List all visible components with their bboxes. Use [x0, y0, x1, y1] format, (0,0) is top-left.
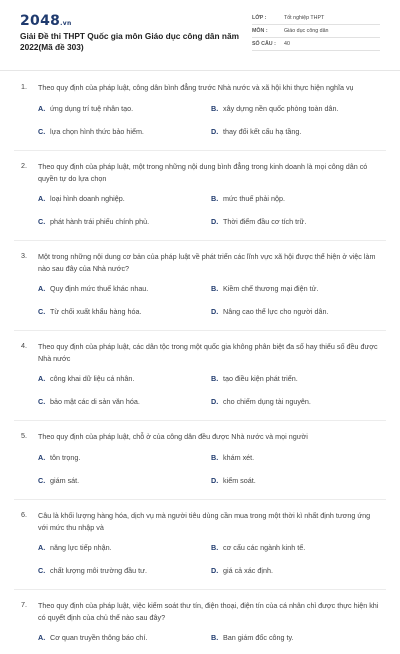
- question-list: [0, 72, 400, 654]
- question-number: 2.: [21, 161, 27, 170]
- question-number: 7.: [21, 600, 27, 609]
- option-letter: B.: [211, 453, 219, 462]
- option-text: cơ cấu các ngành kinh tế.: [223, 543, 306, 552]
- option-text: tôn trọng.: [50, 453, 81, 462]
- option-letter: B.: [211, 633, 219, 642]
- option-letter: D.: [211, 307, 219, 316]
- meta-value: 40: [284, 41, 290, 47]
- option-text: cho chiếm dụng tài nguyên.: [223, 397, 311, 406]
- option-letter: B.: [211, 284, 219, 293]
- option-letter: C.: [38, 217, 46, 226]
- option-letter: A.: [38, 453, 46, 462]
- question-text: Theo quy định của pháp luật, các dân tộc trong một quốc gia không phân biệt đa số hay thiểu số đều được Nhà nước: [38, 342, 378, 363]
- question-number: 1.: [21, 82, 27, 91]
- option-letter: B.: [211, 194, 219, 203]
- answer-option[interactable]: [211, 372, 376, 395]
- answer-option[interactable]: [38, 631, 211, 654]
- answer-option[interactable]: [211, 564, 376, 587]
- option-letter: D.: [211, 566, 219, 575]
- option-letter: C.: [38, 476, 46, 485]
- answer-option[interactable]: [211, 451, 376, 474]
- answer-option[interactable]: [38, 102, 211, 125]
- answer-option[interactable]: [38, 125, 211, 148]
- meta-key: MÔN :: [252, 28, 268, 34]
- option-text: khám xét.: [223, 453, 255, 462]
- option-letter: A.: [38, 194, 46, 203]
- option-letter: B.: [211, 104, 219, 113]
- answer-option[interactable]: [211, 474, 376, 497]
- option-text: Quy định mức thuế khác nhau.: [50, 284, 149, 293]
- option-letter: D.: [211, 397, 219, 406]
- option-text: Cơ quan truyền thông báo chí.: [50, 633, 148, 642]
- header-divider: [0, 70, 400, 71]
- option-text: kiểm soát.: [223, 476, 256, 485]
- question-number: 3.: [21, 251, 27, 260]
- question-text: Theo quy định của pháp luật, việc kiểm soát thư tín, điện thoại, điện tín của cá nhân chỉ được thực hiện khi có quyết định của chủ thể nào sau đây?: [38, 601, 379, 622]
- question-item: [0, 151, 400, 238]
- question-text: Theo quy định của pháp luật, một trong những nội dung bình đẳng trong kinh doanh là mọi công dân có quyền tự do lựa chọn: [38, 162, 368, 183]
- answer-option[interactable]: [211, 282, 376, 305]
- option-letter: A.: [38, 633, 46, 642]
- exam-title: Giải Đề thi THPT Quốc gia môn Giáo dục công dân năm 2022(Mã đề 303): [20, 31, 239, 52]
- answer-options: [38, 372, 380, 418]
- answer-option[interactable]: [211, 192, 376, 215]
- question-text: Một trong những nội dung cơ bản của pháp luật về phát triển các lĩnh vực xã hội được thể hiện ở việc làm nào sau đây của Nhà nước?: [38, 252, 376, 273]
- option-letter: C.: [38, 307, 46, 316]
- option-letter: C.: [38, 127, 46, 136]
- option-letter: D.: [211, 217, 219, 226]
- answer-option[interactable]: [211, 102, 376, 125]
- option-text: thay đổi kết cấu hạ tầng.: [223, 127, 302, 136]
- meta-row: [252, 38, 380, 51]
- option-text: tạo điều kiện phát triển.: [223, 374, 298, 383]
- exam-meta: [252, 12, 380, 51]
- meta-value: Tốt nghiệp THPT: [284, 15, 325, 21]
- answer-option[interactable]: [211, 305, 376, 328]
- answer-options: [38, 541, 380, 587]
- option-letter: B.: [211, 543, 219, 552]
- option-text: Ban giám đốc công ty.: [223, 633, 294, 642]
- answer-option[interactable]: [211, 541, 376, 564]
- option-letter: C.: [38, 566, 46, 575]
- option-text: ứng dụng trí tuệ nhân tạo.: [50, 104, 134, 113]
- option-letter: D.: [211, 476, 219, 485]
- option-letter: A.: [38, 543, 46, 552]
- answer-option[interactable]: [38, 305, 211, 328]
- option-text: loại hình doanh nghiệp.: [50, 194, 125, 203]
- option-letter: A.: [38, 374, 46, 383]
- meta-key: SỐ CÂU :: [252, 41, 276, 47]
- question-number: 5.: [21, 431, 27, 440]
- option-text: Nâng cao thể lực cho người dân.: [223, 307, 329, 316]
- option-letter: D.: [211, 127, 219, 136]
- question-number: 4.: [21, 341, 27, 350]
- option-text: phát hành trái phiếu chính phủ.: [50, 217, 150, 226]
- question-item: [0, 500, 400, 587]
- answer-option[interactable]: [211, 215, 376, 238]
- option-letter: A.: [38, 104, 46, 113]
- option-text: Thời điểm đầu cơ tích trữ.: [223, 217, 307, 226]
- option-text: mức thuế phải nộp.: [223, 194, 285, 203]
- question-item: [0, 72, 400, 148]
- meta-key: LỚP :: [252, 15, 267, 21]
- answer-option[interactable]: [38, 282, 211, 305]
- meta-row: [252, 12, 380, 25]
- meta-value: Giáo dục công dân: [284, 28, 329, 34]
- option-text: năng lực tiếp nhận.: [50, 543, 112, 552]
- meta-row: [252, 25, 380, 38]
- logo-suffix: .vn: [60, 20, 72, 27]
- question-number: 6.: [21, 510, 27, 519]
- option-text: lựa chọn hình thức bảo hiểm.: [50, 127, 144, 136]
- option-text: chất lượng môi trường đầu tư.: [50, 566, 147, 575]
- answer-option[interactable]: [211, 395, 376, 418]
- option-text: công khai dữ liệu cá nhân.: [50, 374, 135, 383]
- answer-option[interactable]: [38, 541, 211, 564]
- answer-option[interactable]: [211, 631, 376, 654]
- answer-option[interactable]: [211, 125, 376, 148]
- site-logo[interactable]: [20, 14, 72, 31]
- option-letter: B.: [211, 374, 219, 383]
- question-item: [0, 241, 400, 328]
- question-text: Theo quy định của pháp luật, chỗ ở của công dân đều được Nhà nước và mọi người: [38, 432, 308, 441]
- answer-option[interactable]: [38, 564, 211, 587]
- answer-option[interactable]: [38, 451, 211, 474]
- option-text: xây dựng nền quốc phòng toàn dân.: [223, 104, 339, 113]
- answer-option[interactable]: [38, 192, 211, 215]
- answer-option[interactable]: [38, 395, 211, 418]
- answer-option[interactable]: [38, 215, 211, 238]
- answer-options: [38, 282, 380, 328]
- question-text: Theo quy định của pháp luật, công dân bình đẳng trước Nhà nước và xã hội khi thực hiện nghĩa vụ: [38, 83, 354, 92]
- option-text: giám sát.: [50, 476, 80, 485]
- option-text: giá cả xác định.: [223, 566, 273, 575]
- answer-options: [38, 631, 380, 654]
- logo-main: 2048: [20, 13, 61, 29]
- page-header: [0, 0, 400, 66]
- option-letter: C.: [38, 397, 46, 406]
- answer-options: [38, 451, 380, 497]
- question-item: [0, 331, 400, 418]
- option-text: bảo mật các di sản văn hóa.: [50, 397, 140, 406]
- option-text: Từ chối xuất khẩu hàng hóa.: [50, 307, 142, 316]
- answer-option[interactable]: [38, 474, 211, 497]
- question-text: Câu là khối lượng hàng hóa, dịch vụ mà người tiêu dùng cần mua trong một thời kì nhất định tương ứng với mức thu nhập và: [38, 511, 371, 532]
- option-letter: A.: [38, 284, 46, 293]
- answer-option[interactable]: [38, 372, 211, 395]
- answer-options: [38, 102, 380, 148]
- question-item: [0, 421, 400, 497]
- answer-options: [38, 192, 380, 238]
- option-text: Kiềm chế thương mại điện tử.: [223, 284, 319, 293]
